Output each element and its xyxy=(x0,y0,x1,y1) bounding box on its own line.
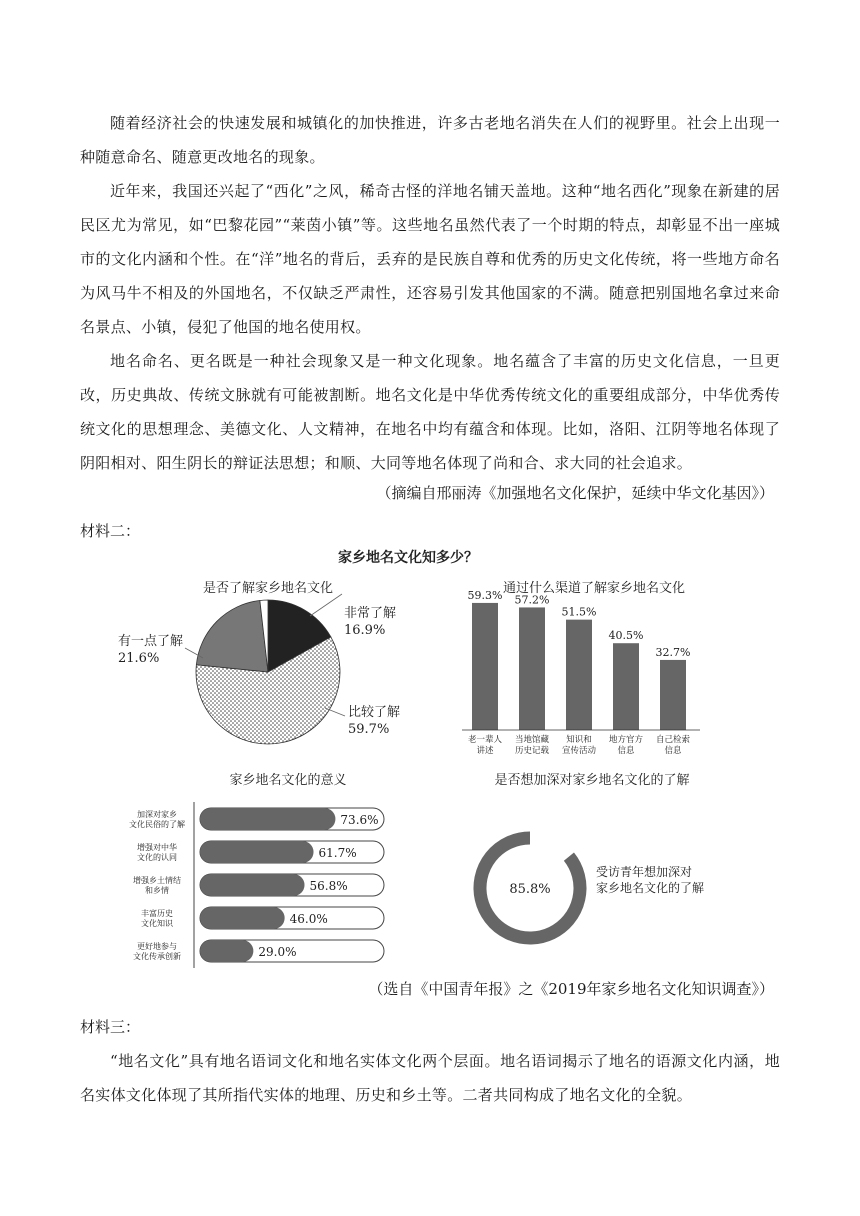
pie-label-very: 非常了解 xyxy=(344,606,397,621)
hbar-category: 更好地参与 xyxy=(137,942,177,951)
bar-channel-category: 老一辈人 xyxy=(467,735,503,745)
bar-channel-category: 历史记载 xyxy=(514,746,550,756)
hbar-value: 61.7% xyxy=(318,846,357,860)
hbar-value: 29.0% xyxy=(258,945,297,959)
hbar-fill xyxy=(200,841,314,863)
bar-channel-value: 59.3% xyxy=(467,588,503,602)
bar-channel-bar xyxy=(660,660,686,730)
bar-channel-title: 通过什么渠道了解家乡地名文化 xyxy=(502,581,686,596)
hbar-value: 46.0% xyxy=(289,912,328,926)
hbar-category: 加深对家乡 xyxy=(137,810,177,819)
hbar-fill xyxy=(200,940,253,962)
hbar-category: 增强对中华 xyxy=(137,843,177,852)
bar-channel-category: 信息 xyxy=(664,746,682,756)
hbar-category: 文化的认同 xyxy=(137,853,177,862)
hbar-category: 和乡情 xyxy=(145,886,169,895)
bar-channel-category: 知识和 xyxy=(566,735,592,745)
bar-channel-category: 信息 xyxy=(617,746,635,756)
pie-awareness-title: 是否了解家乡地名文化 xyxy=(202,581,334,596)
bar-channel-chart xyxy=(462,580,700,756)
hbar-category: 文化民俗的了解 xyxy=(129,820,185,829)
hbar-category: 文化传承创新 xyxy=(133,952,181,961)
bar-channel-bar xyxy=(566,620,592,730)
pie-value-fairly: 59.7% xyxy=(348,722,390,737)
hbar-fill xyxy=(200,874,305,896)
material1-paragraph-2: 近年来，我国还兴起了“西化”之风，稀奇古怪的洋地名铺天盖地。这种“地名西化”现象在新建的居民区尤为常见，如“巴黎花园”“莱茵小镇”等。这些地名虽然代表了一个时期的特点，却彰显不出一座城市的文化内涵和个性。在“洋”地名的背后，丢弃的是民族自尊和优秀的历史文化传统，将一些地方命名为风马牛不相及的外国地名，不仅缺乏严肃性，还容易引发其他国家的不满。随意把别国地名拿过来命名景点、小镇，侵犯了他国的地名使用权。 xyxy=(80,182,780,336)
bar-channel-bar xyxy=(613,643,639,730)
hbar-fill xyxy=(200,808,335,830)
hbar-category: 丰富历史 xyxy=(141,909,173,918)
bar-channel-category: 当地馆藏 xyxy=(514,735,550,745)
pie-label-little: 有一点了解 xyxy=(118,634,184,649)
hbar-meaning-title: 家乡地名文化的意义 xyxy=(229,773,347,788)
material3-paragraph-1: “地名文化”具有地名语词文化和地名实体文化两个层面。地名语词揭示了地名的语源文化内涵，地名实体文化体现了其所指代实体的地理、历史和乡土等。二者共同构成了地名文化的全貌。 xyxy=(80,1052,780,1104)
bar-channel-category: 自己检索 xyxy=(655,735,691,745)
pie-value-very: 16.9% xyxy=(344,623,386,638)
material2-source: （选自《中国青年报》之《2019年家乡地名文化知识调查》） xyxy=(368,980,774,998)
donut-caption-line1: 受访青年想加深对 xyxy=(596,865,693,879)
donut-value-label: 85.8% xyxy=(509,882,551,897)
donut-deepen-chart xyxy=(480,772,704,938)
material2-label: 材料二： xyxy=(80,522,141,540)
hbar-category: 文化知识 xyxy=(141,919,173,928)
bar-channel-value: 51.5% xyxy=(561,605,597,619)
bar-channel-bar xyxy=(519,607,545,730)
material1-paragraph-3: 地名命名、更名既是一种社会现象又是一种文化现象。地名蕴含了丰富的历史文化信息，一旦更改，历史典故、传统文脉就有可能被割断。地名文化是中华优秀传统文化的重要组成部分，中华优秀传统文化的思想理念、美德文化、人文精神，在地名中均有蕴含和体现。比如，洛阳、江阴等地名体现了阴阳相对、阳生阴长的辩证法思想；和顺、大同等地名体现了尚和合、求大同的社会追求。 xyxy=(80,352,780,472)
material1-paragraph-1: 随着经济社会的快速发展和城镇化的加快推进，许多古老地名消失在人们的视野里。社会上出现一种随意命名、随意更改地名的现象。 xyxy=(80,114,780,166)
hbar-category: 增强乡土情结 xyxy=(133,876,181,885)
bar-channel-value: 32.7% xyxy=(655,645,691,659)
material3-label: 材料三： xyxy=(80,1018,141,1036)
hbar-value: 73.6% xyxy=(340,813,379,827)
infographic-title: 家乡地名文化知多少？ xyxy=(338,550,478,566)
bar-channel-value: 57.2% xyxy=(514,593,550,607)
bar-channel-category: 宣传活动 xyxy=(561,746,597,756)
bar-channel-category: 地方官方 xyxy=(608,735,644,745)
donut-deepen-title: 是否想加深对家乡地名文化的了解 xyxy=(494,773,690,788)
hbar-meaning-chart xyxy=(129,772,384,968)
bar-channel-value: 40.5% xyxy=(608,629,644,643)
pie-awareness-chart xyxy=(118,580,400,744)
bar-channel-category: 讲述 xyxy=(476,746,494,756)
pie-value-little: 21.6% xyxy=(118,651,160,666)
pie-label-fairly: 比较了解 xyxy=(348,705,401,720)
donut-caption-line2: 家乡地名文化的了解 xyxy=(596,881,705,895)
pie-slice-little xyxy=(196,600,268,672)
material1-source: （摘编自邢丽涛《加强地名文化保护，延续中华文化基因》） xyxy=(376,484,774,502)
hbar-value: 56.8% xyxy=(309,879,348,893)
hbar-fill xyxy=(200,907,285,929)
survey-infographic xyxy=(0,538,860,978)
bar-channel-bar xyxy=(472,603,498,730)
